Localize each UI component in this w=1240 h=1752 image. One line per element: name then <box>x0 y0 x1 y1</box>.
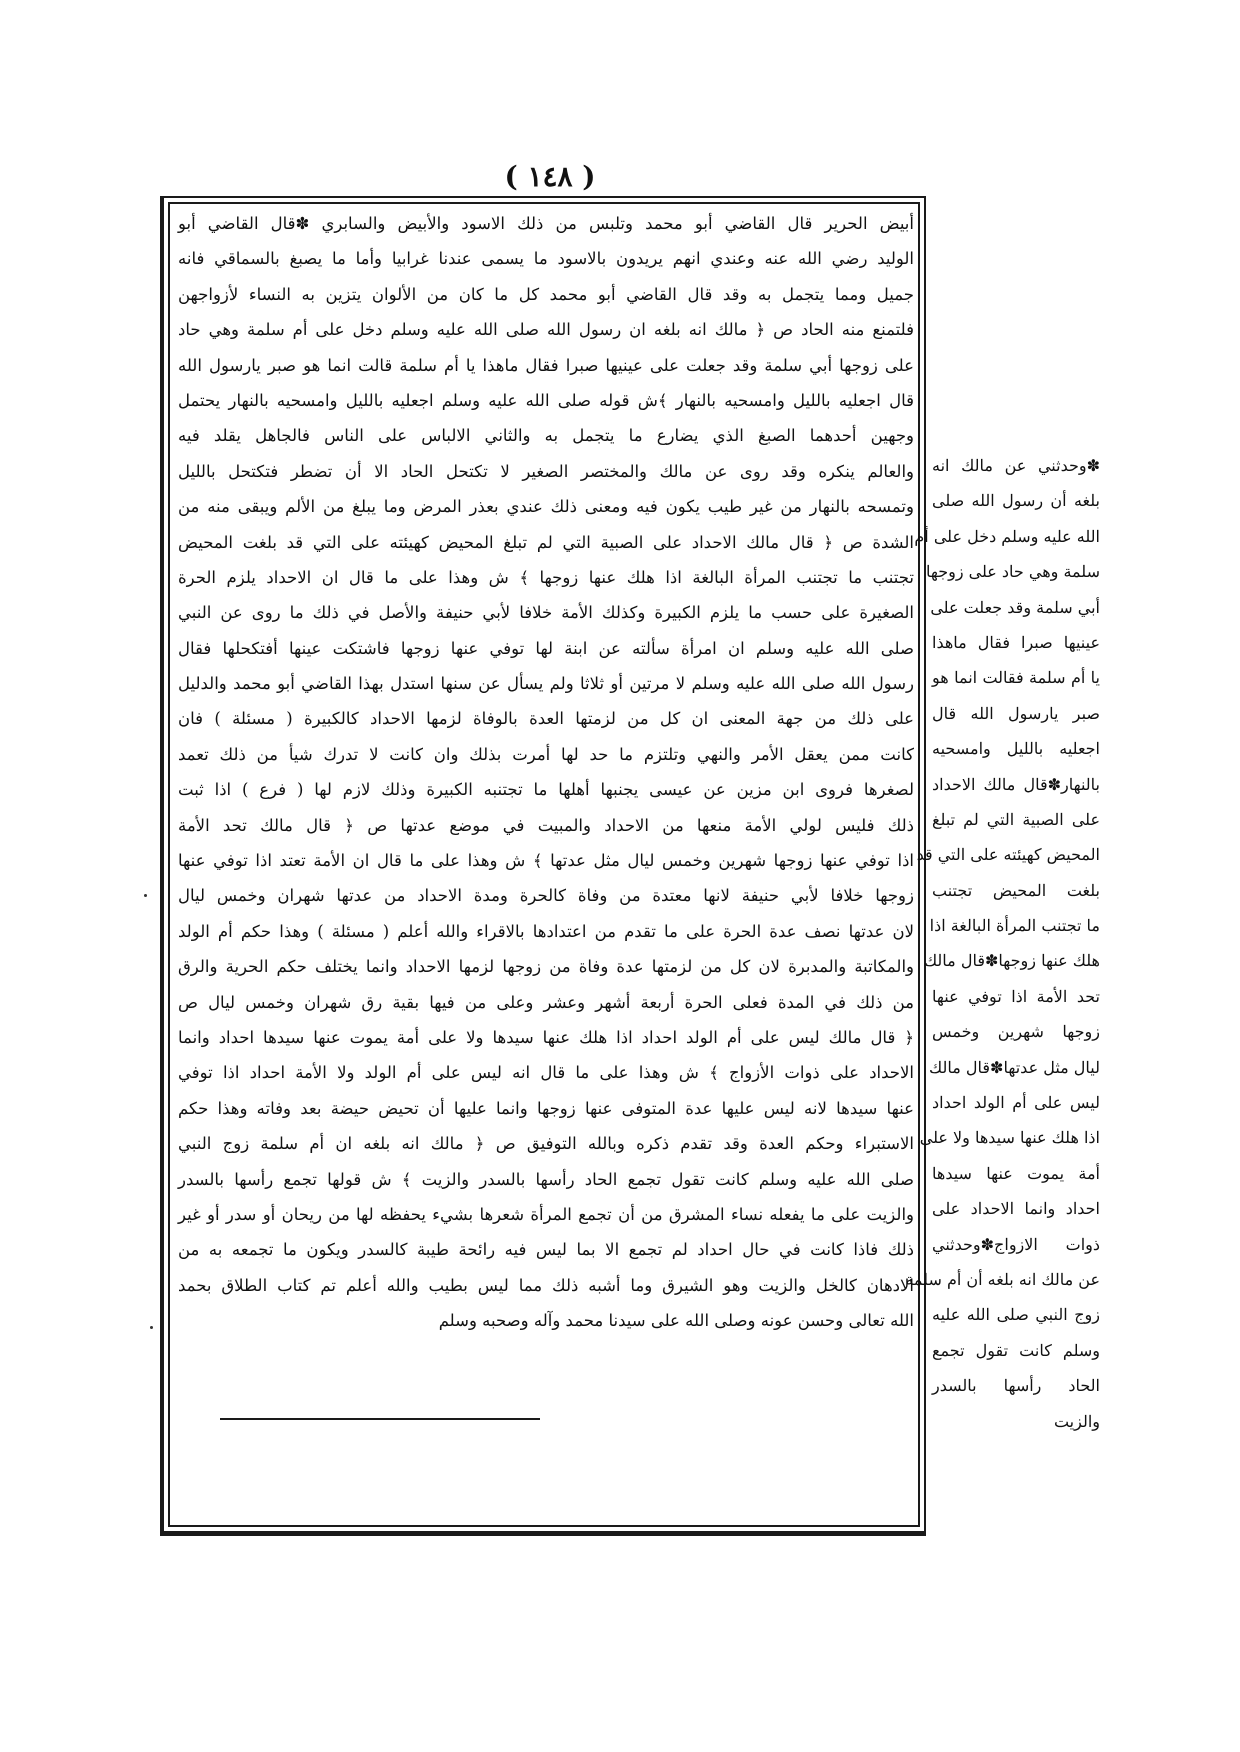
main-text-line: جميل ومما يتجمل به وقد قال القاضي أبو محمد كل ما كان من الألوان يتزين به النساء لأزواجهن <box>178 284 914 304</box>
main-text-line: على زوجها أبي سلمة وقد جعلت على عينيها صبرا فقال ماهذا يا أم سلمة قالت انما هو صبر يارسول الله <box>178 355 914 375</box>
margin-note-line: احداد وانما الاحداد على <box>932 1199 1100 1219</box>
main-text-line: صلى الله عليه وسلم كانت تقول تجمع الحاد رأسها بالسدر والزيت ﴾ ش قولها تجمع رأسها بالسدر <box>178 1169 914 1189</box>
margin-note-line: يا أم سلمة فقالت انما هو <box>932 668 1100 688</box>
main-text-line: الله تعالى وحسن عونه وصلى الله على سيدنا محمد وآله وصحبه وسلم <box>438 1311 914 1331</box>
margin-note-line: سلمة وهي حاد على زوجها <box>925 562 1100 582</box>
margin-note-line: بالنهار✽قال مالك الاحداد <box>932 774 1100 794</box>
margin-note-line: وسلم كانت تقول تجمع <box>932 1340 1100 1360</box>
main-text-line: اذا توفي عنها زوجها شهرين وخمس ليال مثل عدتها ﴾ ش وهذا على ما قال ان الأمة تعتد اذا توفي عنها <box>178 851 914 871</box>
margin-note-line: ليس على أم الولد احداد <box>932 1093 1100 1113</box>
main-text-line: وجهين أحدهما الصبغ الذي يضارع ما يتجمل به والثاني الالباس على الناس فالجاهل يقلد فيه <box>178 426 914 446</box>
main-text-line: الادهان كالخل والزيت وهو الشيرق وما أشبه ذلك مما ليس بطيب والله أعلم تم كتاب الطلاق بحمد <box>178 1275 914 1295</box>
main-text-line: الصغيرة على حسب ما يلزم الكبيرة وكذلك الأمة خلافا لأبي حنيفة والأصل في ذلك ما روى عن النبي <box>178 603 914 623</box>
main-text-line: والعالم ينكره وقد روى عن مالك والمختصر الصغير لا تكتحل الحاد الا أن تضطر فتكتحل بالليل <box>178 461 914 481</box>
margin-note-line: أبي سلمة وقد جعلت على <box>930 597 1100 617</box>
page-number: ( ١٤٨ ) <box>504 160 596 193</box>
main-text-line: رسول الله صلى الله عليه وسلم لا مرتين أو ثلاثا ولم يسأل عن سنها استدل بهذا القاضي أبو محمد والدليل <box>178 674 914 694</box>
main-text-line: قال اجعليه بالليل وامسحيه بالنهار ﴾ش قوله صلى الله عليه وسلم اجعليه بالليل وامسحيه بالنهار يحتمل <box>178 390 914 410</box>
main-text-line: الاحداد على ذوات الأزواج ﴾ ش وهذا على ما قال انه ليس على أم الولد ولا الأمة احداد اذا توفي <box>178 1063 914 1083</box>
margin-note-line: اذا هلك عنها سيدها ولا على <box>919 1128 1100 1148</box>
main-text-line: ﴿ قال مالك ليس على أم الولد احداد اذا هلك عنها سيدها ولا على أمة يموت عنها سيدها احداد وانما <box>178 1027 914 1047</box>
scan-speck <box>150 1326 153 1329</box>
main-text-frame <box>160 196 926 1536</box>
main-text-line: ذلك فليس لولي الأمة منعها من الاحداد والمبيت في موضع عدتها ص ﴿ قال مالك تحد الأمة <box>178 815 914 835</box>
main-text-line: لصغرها فروى ابن مزين عن عيسى يجنبها أهلها ما تجتنبه الكبيرة وذلك لازم لها ( فرع ) اذا ثبت <box>178 780 914 800</box>
main-text-line: والمكاتبة والمدبرة لان كل من لزمتها عدة وفاة من زوجها لزمها الاحداد وانما يختلف حكم الحرية والرق <box>178 957 914 977</box>
margin-note-line: والزيت <box>1053 1411 1100 1431</box>
margin-note-line: تحد الأمة اذا توفي عنها <box>932 986 1100 1006</box>
main-text-line: وتمسحه بالنهار من غير طيب يكون فيه ومعنى ذلك عندي بعذر المرض وما يبلغ من الألم ويبقى منه من <box>178 497 914 517</box>
margin-note-line: هلك عنها زوجها✽قال مالك <box>923 951 1100 971</box>
margin-note-line: الحاد رأسها بالسدر <box>932 1376 1100 1396</box>
main-text-line: الاستبراء وحكم العدة وقد تقدم ذكره وبالله التوفيق ص ﴿ مالك انه بلغه ان أم سلمة زوج النبي <box>178 1134 914 1154</box>
margin-note-line: على الصبية التي لم تبلغ <box>932 809 1100 829</box>
margin-note <box>905 448 1100 1439</box>
margin-note-line: عن مالك انه بلغه أن أم سلمة <box>905 1269 1100 1289</box>
scan-speck <box>144 894 147 897</box>
margin-note-line: بلغت المحيض تجتنب <box>932 880 1100 900</box>
margin-note-line: اجعليه بالليل وامسحيه <box>932 739 1100 759</box>
main-text-line: على ذلك من جهة المعنى ان كل من لزمتها العدة بالوفاة لزمها الاحداد كالكبيرة ( مسئلة ) فان <box>178 709 914 729</box>
margin-note-line: ما تجتنب المرأة البالغة اذا <box>929 916 1100 936</box>
main-text-line: ذلك فاذا كانت في حال احداد لم تجمع الا بما ليس فيه رائحة طيبة كالسدر ويكون ما تجمعه به من <box>178 1240 914 1260</box>
margin-note-line: ✽وحدثني عن مالك انه <box>932 456 1100 475</box>
main-text-line: فلتمنع منه الحاد ص ﴿ مالك انه بلغه ان رسول الله صلى الله عليه وسلم دخل على أم سلمة وهي حاد <box>178 320 915 340</box>
margin-note-line: بلغه أن رسول الله صلى <box>932 491 1100 511</box>
main-text-line: كانت ممن يعقل الأمر والنهي وتلتزم ما حد لها أمرت بذلك وان كانت لا تدرك شيأ من ذلك تعمد <box>178 744 914 764</box>
main-text-line: والزيت على ما يفعله نساء المشرق من أن تجمع المرأة شعرها بشيء يحفظه لها من ريحان أو سدر أو غير <box>178 1204 914 1224</box>
main-text-line: لان عدتها نصف عدة الحرة على ما تقدم من اعتدادها بالاقراء والله أعلم ( مسئلة ) وهذا حكم أم الولد <box>178 921 914 941</box>
main-text-line: الشدة ص ﴿ قال مالك الاحداد على الصبية التي لم تبلغ المحيض كهيئته على التي قد بلغت المحيض <box>178 532 914 552</box>
margin-note-line: زوجها شهرين وخمس <box>932 1022 1100 1042</box>
main-text-line: عنها سيدها لانه ليس عليها عدة المتوفى عنها زوجها وانما عليها أن تحيض حيضة بعد وفاته وهذا حكم <box>178 1098 914 1118</box>
margin-note-line: عينيها صبرا فقال ماهذا <box>932 632 1100 652</box>
main-text-body <box>178 206 914 1339</box>
end-rule <box>220 1418 540 1420</box>
main-text-line: من ذلك في المدة فعلى الحرة أربعة أشهر وعشر وعلى من فيها بقية رق شهران وخمس ليال ص <box>178 992 914 1012</box>
main-text-line: صلى الله عليه وسلم ان امرأة سألته عن ابنة لها توفي عنها زوجها فاشتكت عينها أفتكحلها فقال <box>178 638 914 658</box>
margin-note-line: أمة يموت عنها سيدها <box>932 1163 1100 1183</box>
margin-note-line: صبر يارسول الله قال <box>932 703 1100 723</box>
main-text-line: زوجها خلافا لأبي حنيفة لانها معتدة من وفاة كالحرة ومدة الاحداد من عدتها شهران وخمس ليال <box>178 886 914 906</box>
main-text-line: أبيض الحرير قال القاضي أبو محمد وتلبس من ذلك الاسود والأبيض والسابري ✽قال القاضي أبو <box>178 214 914 233</box>
margin-note-line: ذوات الازواج✽وحدثني <box>932 1234 1100 1254</box>
margin-note-line: الله عليه وسلم دخل على أم <box>914 526 1100 546</box>
main-text-line: تجتنب ما تجتنب المرأة البالغة اذا هلك عنها زوجها ﴾ ش وهذا على ما قال ان الاحداد يلزم الحرة <box>178 567 914 587</box>
margin-note-line: زوج النبي صلى الله عليه <box>932 1305 1100 1325</box>
margin-note-line: المحيض كهيئته على التي قد <box>916 845 1100 865</box>
main-text-line: الوليد رضي الله عنه وعندي انهم يريدون بالاسود ما يسمى عندنا غرابيا وأما ما يصبغ بالسماقي فانه <box>178 249 914 269</box>
margin-note-line: ليال مثل عدتها✽قال مالك <box>929 1057 1100 1077</box>
